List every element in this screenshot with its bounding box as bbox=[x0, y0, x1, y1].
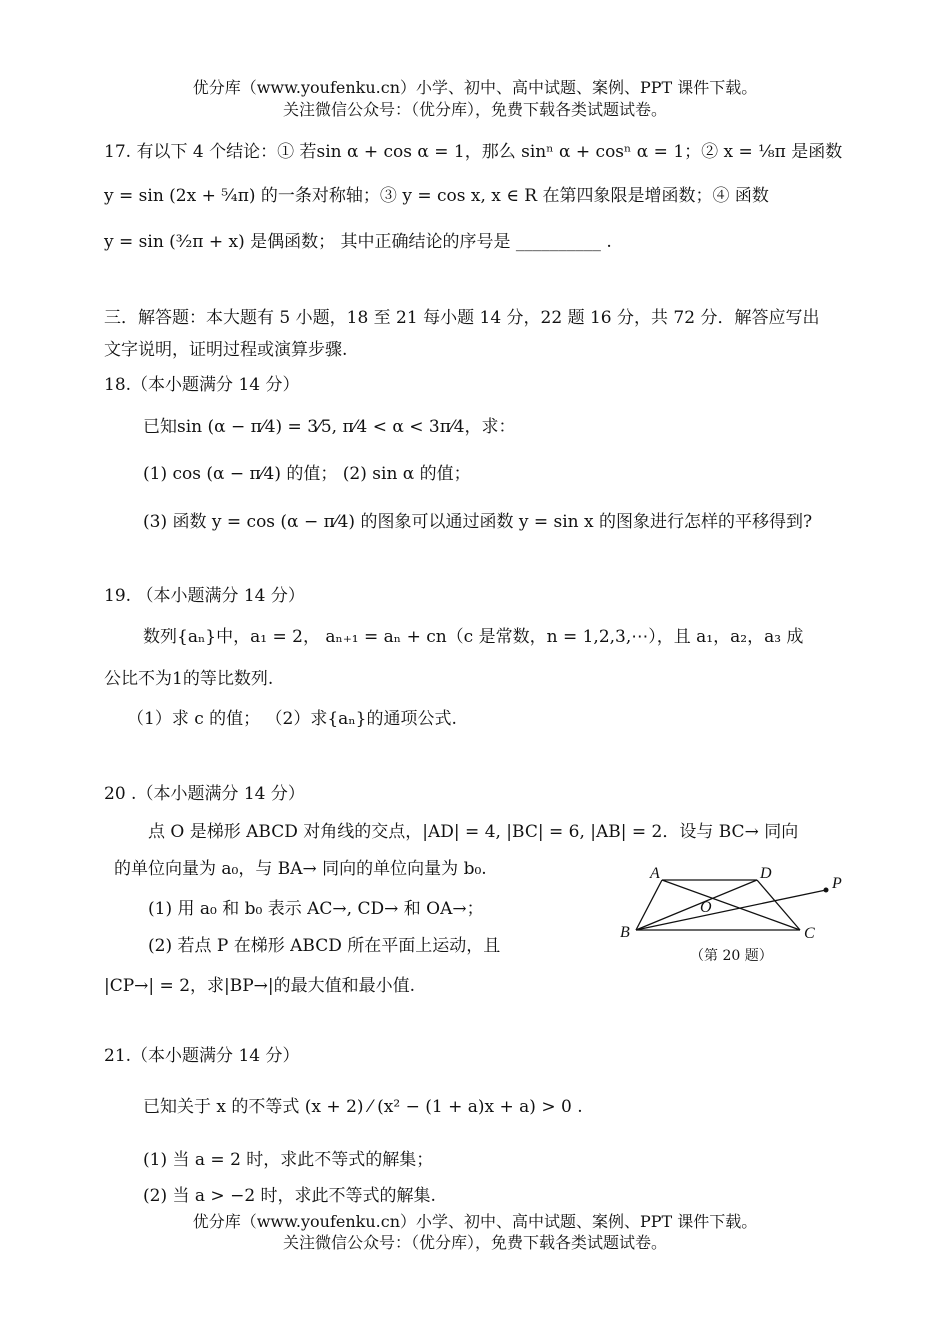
q19-line-1: 数列{aₙ}中，a₁ = 2， aₙ₊₁ = aₙ + cn（c 是常数，n = 1,2,3,⋯），且 a₁，a₂，a₃ 成 bbox=[143, 627, 804, 647]
label-o: O bbox=[700, 899, 712, 916]
segment-bp bbox=[636, 890, 826, 930]
q19-line-3: （1）求 c 的值； （2）求{aₙ}的通项公式. bbox=[127, 709, 457, 729]
q20-part-1: (1) 用 a₀ 和 b₀ 表示 AC→, CD→ 和 OA→； bbox=[148, 899, 484, 919]
q17-line-3: y = sin (³⁄₂π + x) 是偶函数； 其中正确结论的序号是 __________ . bbox=[104, 232, 612, 252]
q17-line-1: 17. 有以下 4 个结论：① 若sin α + cos α = 1，那么 sinⁿ α + cosⁿ α = 1；② x = ⅛π 是函数 bbox=[104, 142, 843, 162]
side-ab bbox=[636, 880, 662, 930]
q20-title: 20 .（本小题满分 14 分） bbox=[104, 784, 305, 804]
footer-line-1: 优分库（www.youfenku.cn）小学、初中、高中试题、案例、PPT 课件下载。 bbox=[192, 1212, 758, 1231]
header-line-1: 优分库（www.youfenku.cn）小学、初中、高中试题、案例、PPT 课件下载。 bbox=[192, 78, 758, 97]
q20-line-1: 点 O 是梯形 ABCD 对角线的交点，|AD| = 4, |BC| = 6, |AB| = 2．设与 BC→ 同向 bbox=[148, 822, 799, 842]
q21-part-1: (1) 当 a = 2 时，求此不等式的解集； bbox=[143, 1150, 434, 1170]
q19-line-2: 公比不为1的等比数列. bbox=[104, 669, 274, 689]
q19-title: 19. （本小题满分 14 分） bbox=[104, 586, 305, 606]
q18-given: 已知sin (α − π⁄4) = 3⁄5, π⁄4 < α < 3π⁄4，求： bbox=[143, 417, 516, 437]
q18-part-3: (3) 函数 y = cos (α − π⁄4) 的图象可以通过函数 y = sin x 的图象进行怎样的平移得到? bbox=[143, 512, 813, 532]
q21-part-2: (2) 当 a > −2 时，求此不等式的解集. bbox=[143, 1186, 436, 1206]
point-p-dot bbox=[824, 888, 829, 893]
q20-line-2: 的单位向量为 a₀，与 BA→ 同向的单位向量为 b₀. bbox=[114, 859, 487, 879]
section3-line-1: 三．解答题：本大题有 5 小题，18 至 21 每小题 14 分，22 题 16 分，共 72 分．解答应写出 bbox=[104, 308, 820, 328]
figure-caption: （第 20 题） bbox=[690, 948, 773, 964]
diagonal-bd bbox=[636, 880, 757, 930]
q20-part-2: (2) 若点 P 在梯形 ABCD 所在平面上运动，且 bbox=[148, 936, 501, 956]
q21-title: 21.（本小题满分 14 分） bbox=[104, 1046, 300, 1066]
q21-given: 已知关于 x 的不等式 (x + 2) ⁄ (x² − (1 + a)x + a) > 0 . bbox=[143, 1097, 583, 1117]
label-b: B bbox=[620, 924, 630, 941]
section3-line-2: 文字说明，证明过程或演算步骤. bbox=[104, 340, 348, 360]
q17-line-2: y = sin (2x + ⁵⁄₄π) 的一条对称轴；③ y = cos x, x ∈ R 在第四象限是增函数；④ 函数 bbox=[104, 186, 769, 206]
label-a: A bbox=[650, 865, 660, 882]
q20-part-2b: |CP→| = 2，求|BP→|的最大值和最小值. bbox=[104, 976, 416, 996]
header-line-2: 关注微信公众号：（优分库），免费下载各类试题试卷。 bbox=[282, 100, 667, 119]
q18-part-1-2: (1) cos (α − π⁄4) 的值； (2) sin α 的值； bbox=[143, 464, 471, 484]
label-c: C bbox=[804, 925, 815, 942]
footer-line-2: 关注微信公众号：（优分库），免费下载各类试题试卷。 bbox=[282, 1233, 667, 1252]
label-d: D bbox=[760, 865, 772, 882]
label-p: P bbox=[832, 875, 842, 892]
q18-title: 18.（本小题满分 14 分） bbox=[104, 375, 300, 395]
